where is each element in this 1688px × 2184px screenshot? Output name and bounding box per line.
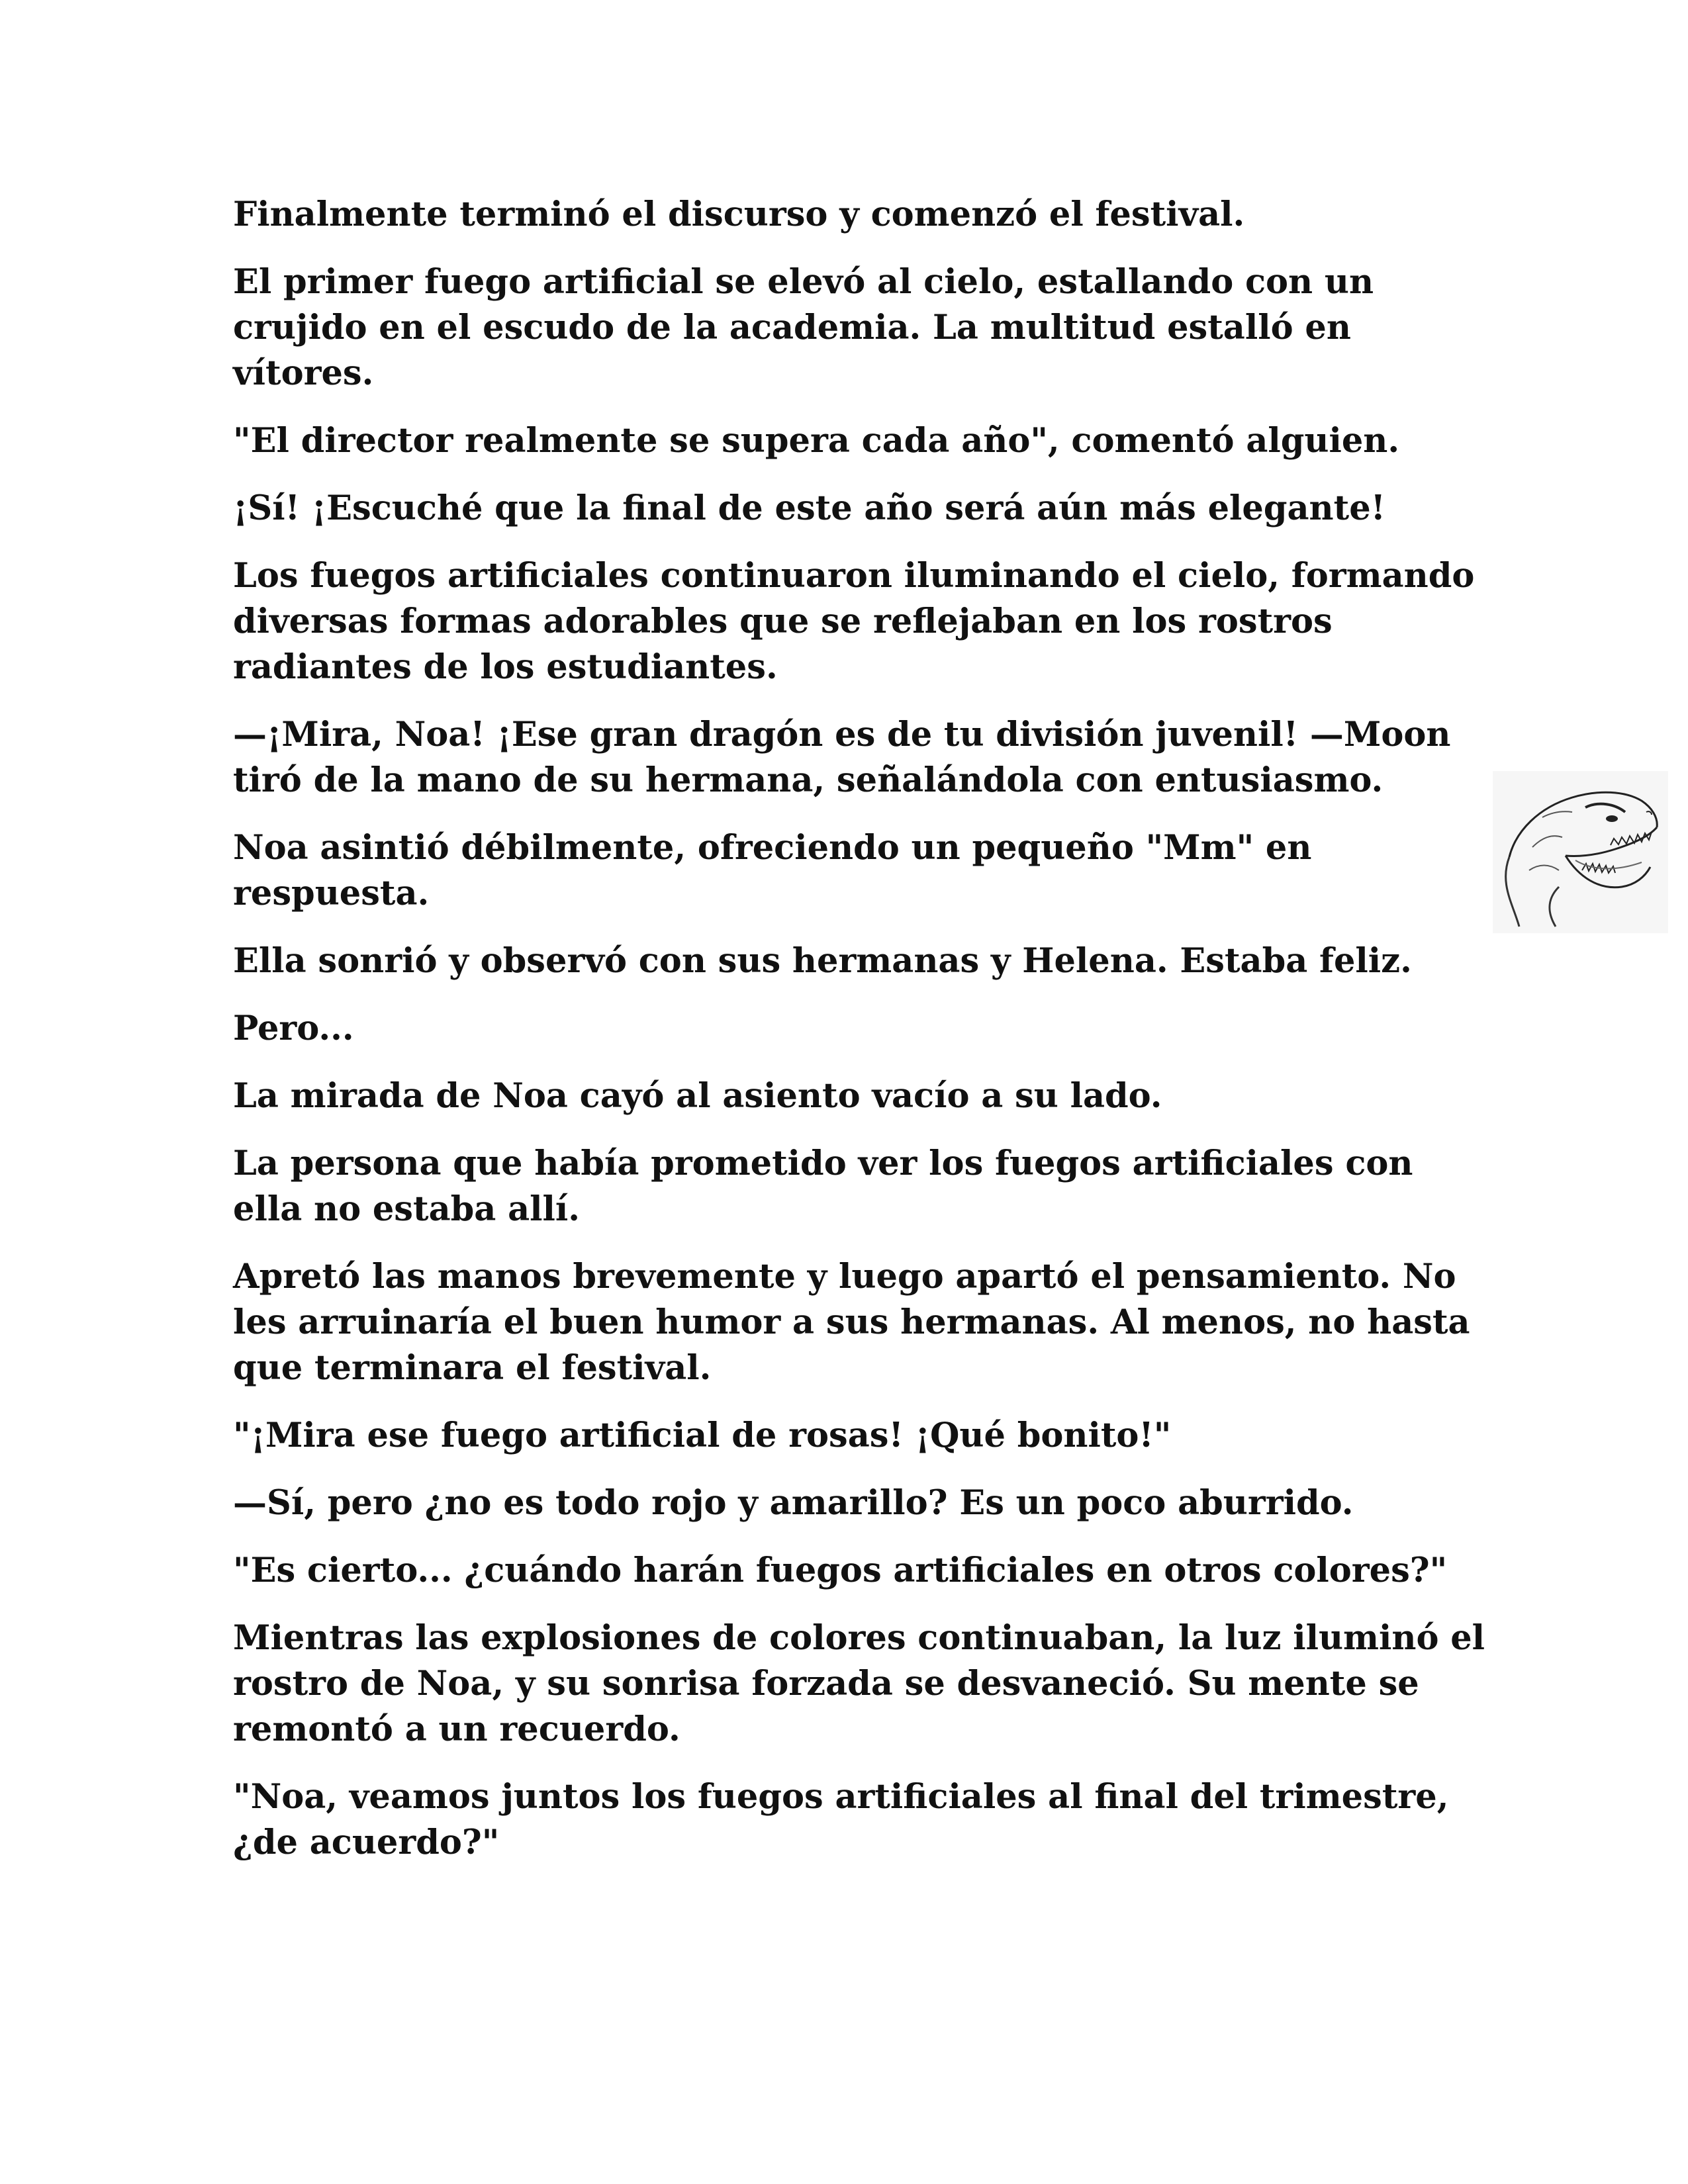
body-text bbox=[233, 192, 1491, 1888]
paragraph-3: "El director realmente se supera cada año", comentó alguien. bbox=[233, 421, 1400, 461]
paragraph-12: Apretó las manos brevemente y luego apartó el pensamiento. No les arruinaría el buen humor a sus hermanas. Al menos, no hasta que terminara el festival. bbox=[233, 1257, 1470, 1388]
paragraph-17: "Noa, veamos juntos los fuegos artificiales al final del trimestre, ¿de acuerdo?" bbox=[233, 1777, 1449, 1862]
paragraph-6: —¡Mira, Noa! ¡Ese gran dragón es de tu división juvenil! —Moon tiró de la mano de su hermana, señalándola con entusiasmo. bbox=[233, 715, 1451, 800]
paragraph-4: ¡Sí! ¡Escuché que la final de este año será aún más elegante! bbox=[233, 488, 1386, 528]
paragraph-2: El primer fuego artificial se elevó al cielo, estallando con un crujido en el escudo de la academia. La multitud estalló en vítores. bbox=[233, 262, 1374, 393]
paragraph-8: Ella sonrió y observó con sus hermanas y Helena. Estaba feliz. bbox=[233, 941, 1412, 981]
paragraph-16: Mientras las explosiones de colores continuaban, la luz iluminó el rostro de Noa, y su sonrisa forzada se desvaneció. Su mente se remontó a un recuerdo. bbox=[233, 1618, 1485, 1749]
paragraph-1: Finalmente terminó el discurso y comenzó el festival. bbox=[233, 195, 1245, 234]
paragraph-11: La persona que había prometido ver los fuegos artificiales con ella no estaba allí. bbox=[233, 1144, 1413, 1229]
paragraph-5: Los fuegos artificiales continuaron iluminando el cielo, formando diversas formas adorables que se reflejaban en los rostros radiantes de los estudiantes. bbox=[233, 556, 1475, 687]
dinosaur-head-sketch-icon bbox=[1493, 771, 1668, 933]
paragraph-7: Noa asintió débilmente, ofreciendo un pequeño "Mm" en respuesta. bbox=[233, 828, 1312, 913]
paragraph-9: Pero... bbox=[233, 1009, 354, 1048]
paragraph-13: "¡Mira ese fuego artificial de rosas! ¡Qué bonito!" bbox=[233, 1416, 1172, 1455]
paragraph-14: —Sí, pero ¿no es todo rojo y amarillo? Es un poco aburrido. bbox=[233, 1483, 1354, 1523]
paragraph-15: "Es cierto... ¿cuándo harán fuegos artificiales en otros colores?" bbox=[233, 1551, 1448, 1590]
paragraph-10: La mirada de Noa cayó al asiento vacío a su lado. bbox=[233, 1076, 1162, 1116]
